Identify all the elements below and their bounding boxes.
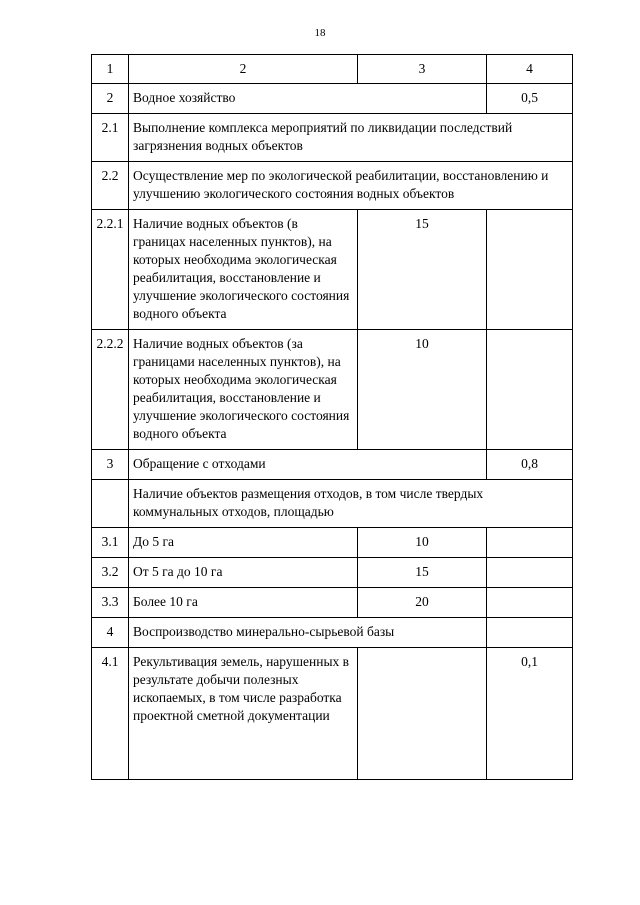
- row-weight-empty: [487, 558, 573, 588]
- row-number: 2.2: [92, 162, 129, 210]
- header-col-2: 2: [129, 55, 358, 84]
- row-number: 4: [92, 618, 129, 648]
- row-number-empty: [92, 480, 129, 528]
- table-row: [92, 84, 573, 114]
- row-text: Рекультивация земель, нарушенных в результате добычи полезных ископаемых, в том числе разработка проектной сметной документации: [129, 648, 358, 780]
- row-text: Выполнение комплекса мероприятий по ликвидации последствий загрязнения водных объектов: [129, 114, 573, 162]
- row-text: Наличие объектов размещения отходов, в том числе твердых коммунальных отходов, площадью: [129, 480, 573, 528]
- header-col-3: 3: [358, 55, 487, 84]
- row-points: 15: [358, 558, 487, 588]
- row-text: Водное хозяйство: [129, 84, 487, 114]
- row-text: Обращение с отходами: [129, 450, 487, 480]
- row-weight-empty: [487, 528, 573, 558]
- row-weight-empty: [487, 210, 573, 330]
- row-number: 3.2: [92, 558, 129, 588]
- row-number: 2.2.1: [92, 210, 129, 330]
- row-text: Более 10 га: [129, 588, 358, 618]
- row-weight-empty: [487, 330, 573, 450]
- header-col-4: 4: [487, 55, 573, 84]
- row-weight-empty: [487, 618, 573, 648]
- row-number: 2.1: [92, 114, 129, 162]
- row-points: 20: [358, 588, 487, 618]
- table-row: [92, 450, 573, 480]
- row-number: 3.3: [92, 588, 129, 618]
- row-number: 3: [92, 450, 129, 480]
- row-text: Воспроизводство минерально-сырьевой базы: [129, 618, 487, 648]
- table-row: [92, 558, 573, 588]
- row-weight: 0,5: [487, 84, 573, 114]
- row-weight: 0,1: [487, 648, 573, 780]
- row-points: 15: [358, 210, 487, 330]
- row-text: Наличие водных объектов (за границами населенных пунктов), на которых необходима экологическая реабилитация, восстановление и улучшение экологического состояния водного объекта: [129, 330, 358, 450]
- row-weight-empty: [487, 588, 573, 618]
- row-weight: 0,8: [487, 450, 573, 480]
- row-text: Наличие водных объектов (в границах населенных пунктов), на которых необходима экологическая реабилитация, восстановление и улучшение экологического состояния водного объекта: [129, 210, 358, 330]
- row-number: 4.1: [92, 648, 129, 780]
- row-text: От 5 га до 10 га: [129, 558, 358, 588]
- row-number: 2.2.2: [92, 330, 129, 450]
- table-row: [92, 588, 573, 618]
- row-text: До 5 га: [129, 528, 358, 558]
- page-number: 18: [314, 27, 326, 39]
- table-row: [92, 480, 573, 528]
- table-row: [92, 618, 573, 648]
- table-row: [92, 330, 573, 450]
- row-points-empty: [358, 648, 487, 780]
- table-row: [92, 114, 573, 162]
- row-number: 2: [92, 84, 129, 114]
- row-points: 10: [358, 330, 487, 450]
- table-row: [92, 648, 573, 780]
- table-row: [92, 528, 573, 558]
- table-row: [92, 162, 573, 210]
- table-header-row: [92, 55, 573, 84]
- table-row: [92, 210, 573, 330]
- header-col-1: 1: [92, 55, 129, 84]
- row-number: 3.1: [92, 528, 129, 558]
- row-points: 10: [358, 528, 487, 558]
- row-text: Осуществление мер по экологической реабилитации, восстановлению и улучшению экологического состояния водных объектов: [129, 162, 573, 210]
- criteria-table: [91, 54, 573, 780]
